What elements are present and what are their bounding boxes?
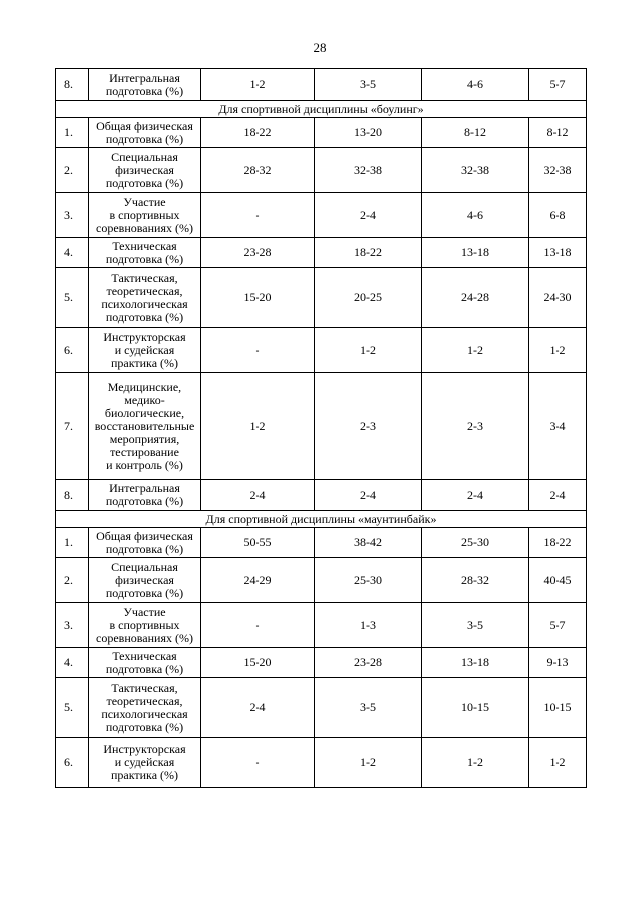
section-title: Для спортивной дисциплины «боулинг» (56, 101, 587, 118)
stage-value-cell: 15-20 (201, 648, 315, 678)
stage-value-cell: 1-2 (422, 328, 529, 373)
table-row (56, 558, 587, 603)
stage-value-cell: 32-38 (422, 148, 529, 193)
stage-value-cell: - (201, 738, 315, 788)
table-row (56, 528, 587, 558)
table-row (56, 268, 587, 328)
stage-value-cell: 2-4 (315, 193, 422, 238)
training-type-cell: Инструкторская и судейская практика (%) (89, 328, 201, 373)
stage-value-cell: 13-20 (315, 118, 422, 148)
stage-value-cell: 8-12 (422, 118, 529, 148)
stage-value-cell: 23-28 (201, 238, 315, 268)
stage-value-cell: 1-2 (201, 69, 315, 101)
stage-value-cell: 28-32 (422, 558, 529, 603)
page-number: 28 (313, 40, 327, 55)
stage-value-cell: 10-15 (529, 678, 587, 738)
stage-value-cell: 1-2 (422, 738, 529, 788)
table-row (56, 69, 587, 101)
row-number: 5. (56, 678, 89, 738)
training-type-cell: Специальная физическая подготовка (%) (89, 148, 201, 193)
stage-value-cell: 3-5 (315, 69, 422, 101)
table-row (56, 328, 587, 373)
stage-value-cell: 3-5 (422, 603, 529, 648)
stage-value-cell: 32-38 (315, 148, 422, 193)
training-type-cell: Специальная физическая подготовка (%) (89, 558, 201, 603)
row-number: 1. (56, 528, 89, 558)
training-type-cell: Тактическая, теоретическая, психологическая подготовка (%) (89, 268, 201, 328)
stage-value-cell: 1-2 (201, 373, 315, 480)
stage-value-cell: 2-3 (315, 373, 422, 480)
table-row (56, 373, 587, 480)
stage-value-cell: 18-22 (315, 238, 422, 268)
stage-value-cell: 25-30 (315, 558, 422, 603)
stage-value-cell: 2-4 (529, 480, 587, 511)
table-row (56, 603, 587, 648)
row-number: 7. (56, 373, 89, 480)
training-type-cell: Общая физическая подготовка (%) (89, 528, 201, 558)
stage-value-cell: 4-6 (422, 193, 529, 238)
training-norms-table (55, 68, 587, 788)
row-number: 2. (56, 148, 89, 193)
stage-value-cell: 13-18 (422, 648, 529, 678)
stage-value-cell: 38-42 (315, 528, 422, 558)
row-number: 3. (56, 193, 89, 238)
stage-value-cell: 24-30 (529, 268, 587, 328)
training-type-cell: Интегральная подготовка (%) (89, 480, 201, 511)
stage-value-cell: 20-25 (315, 268, 422, 328)
stage-value-cell: 2-3 (422, 373, 529, 480)
training-type-cell: Техническая подготовка (%) (89, 238, 201, 268)
stage-value-cell: 2-4 (201, 678, 315, 738)
section-header-row (56, 511, 587, 528)
row-number: 2. (56, 558, 89, 603)
table-row (56, 148, 587, 193)
stage-value-cell: - (201, 193, 315, 238)
stage-value-cell: 10-15 (422, 678, 529, 738)
stage-value-cell: 1-2 (315, 328, 422, 373)
stage-value-cell: 18-22 (529, 528, 587, 558)
stage-value-cell: 13-18 (422, 238, 529, 268)
training-type-cell: Тактическая, теоретическая, психологическая подготовка (%) (89, 678, 201, 738)
section-title: Для спортивной дисциплины «маунтинбайк» (56, 511, 587, 528)
table-row (56, 118, 587, 148)
row-number: 8. (56, 480, 89, 511)
stage-value-cell: 32-38 (529, 148, 587, 193)
stage-value-cell: - (201, 603, 315, 648)
training-type-cell: Участие в спортивных соревнованиях (%) (89, 603, 201, 648)
stage-value-cell: 2-4 (201, 480, 315, 511)
row-number: 6. (56, 738, 89, 788)
stage-value-cell: 24-28 (422, 268, 529, 328)
stage-value-cell: 23-28 (315, 648, 422, 678)
stage-value-cell: 5-7 (529, 603, 587, 648)
stage-value-cell: 6-8 (529, 193, 587, 238)
stage-value-cell: 40-45 (529, 558, 587, 603)
stage-value-cell: 28-32 (201, 148, 315, 193)
section-header-row (56, 101, 587, 118)
stage-value-cell: 3-4 (529, 373, 587, 480)
training-type-cell: Участие в спортивных соревнованиях (%) (89, 193, 201, 238)
stage-value-cell: 15-20 (201, 268, 315, 328)
training-type-cell: Общая физическая подготовка (%) (89, 118, 201, 148)
row-number: 6. (56, 328, 89, 373)
table-row (56, 738, 587, 788)
table-row (56, 678, 587, 738)
training-type-cell: Медицинские, медико- биологические, восстановительные мероприятия, тестирование и контроль (%) (89, 373, 201, 480)
training-type-cell: Техническая подготовка (%) (89, 648, 201, 678)
stage-value-cell: 1-3 (315, 603, 422, 648)
stage-value-cell: 24-29 (201, 558, 315, 603)
training-type-cell: Интегральная подготовка (%) (89, 69, 201, 101)
stage-value-cell: 4-6 (422, 69, 529, 101)
stage-value-cell: - (201, 328, 315, 373)
table-row (56, 648, 587, 678)
stage-value-cell: 1-2 (529, 328, 587, 373)
stage-value-cell: 5-7 (529, 69, 587, 101)
stage-value-cell: 25-30 (422, 528, 529, 558)
table-row (56, 193, 587, 238)
stage-value-cell: 9-13 (529, 648, 587, 678)
table-row (56, 238, 587, 268)
stage-value-cell: 50-55 (201, 528, 315, 558)
stage-value-cell: 18-22 (201, 118, 315, 148)
stage-value-cell: 2-4 (422, 480, 529, 511)
stage-value-cell: 1-2 (315, 738, 422, 788)
row-number: 4. (56, 648, 89, 678)
stage-value-cell: 2-4 (315, 480, 422, 511)
stage-value-cell: 8-12 (529, 118, 587, 148)
stage-value-cell: 3-5 (315, 678, 422, 738)
stage-value-cell: 13-18 (529, 238, 587, 268)
row-number: 8. (56, 69, 89, 101)
training-type-cell: Инструкторская и судейская практика (%) (89, 738, 201, 788)
row-number: 5. (56, 268, 89, 328)
row-number: 4. (56, 238, 89, 268)
row-number: 3. (56, 603, 89, 648)
row-number: 1. (56, 118, 89, 148)
table-row (56, 480, 587, 511)
stage-value-cell: 1-2 (529, 738, 587, 788)
